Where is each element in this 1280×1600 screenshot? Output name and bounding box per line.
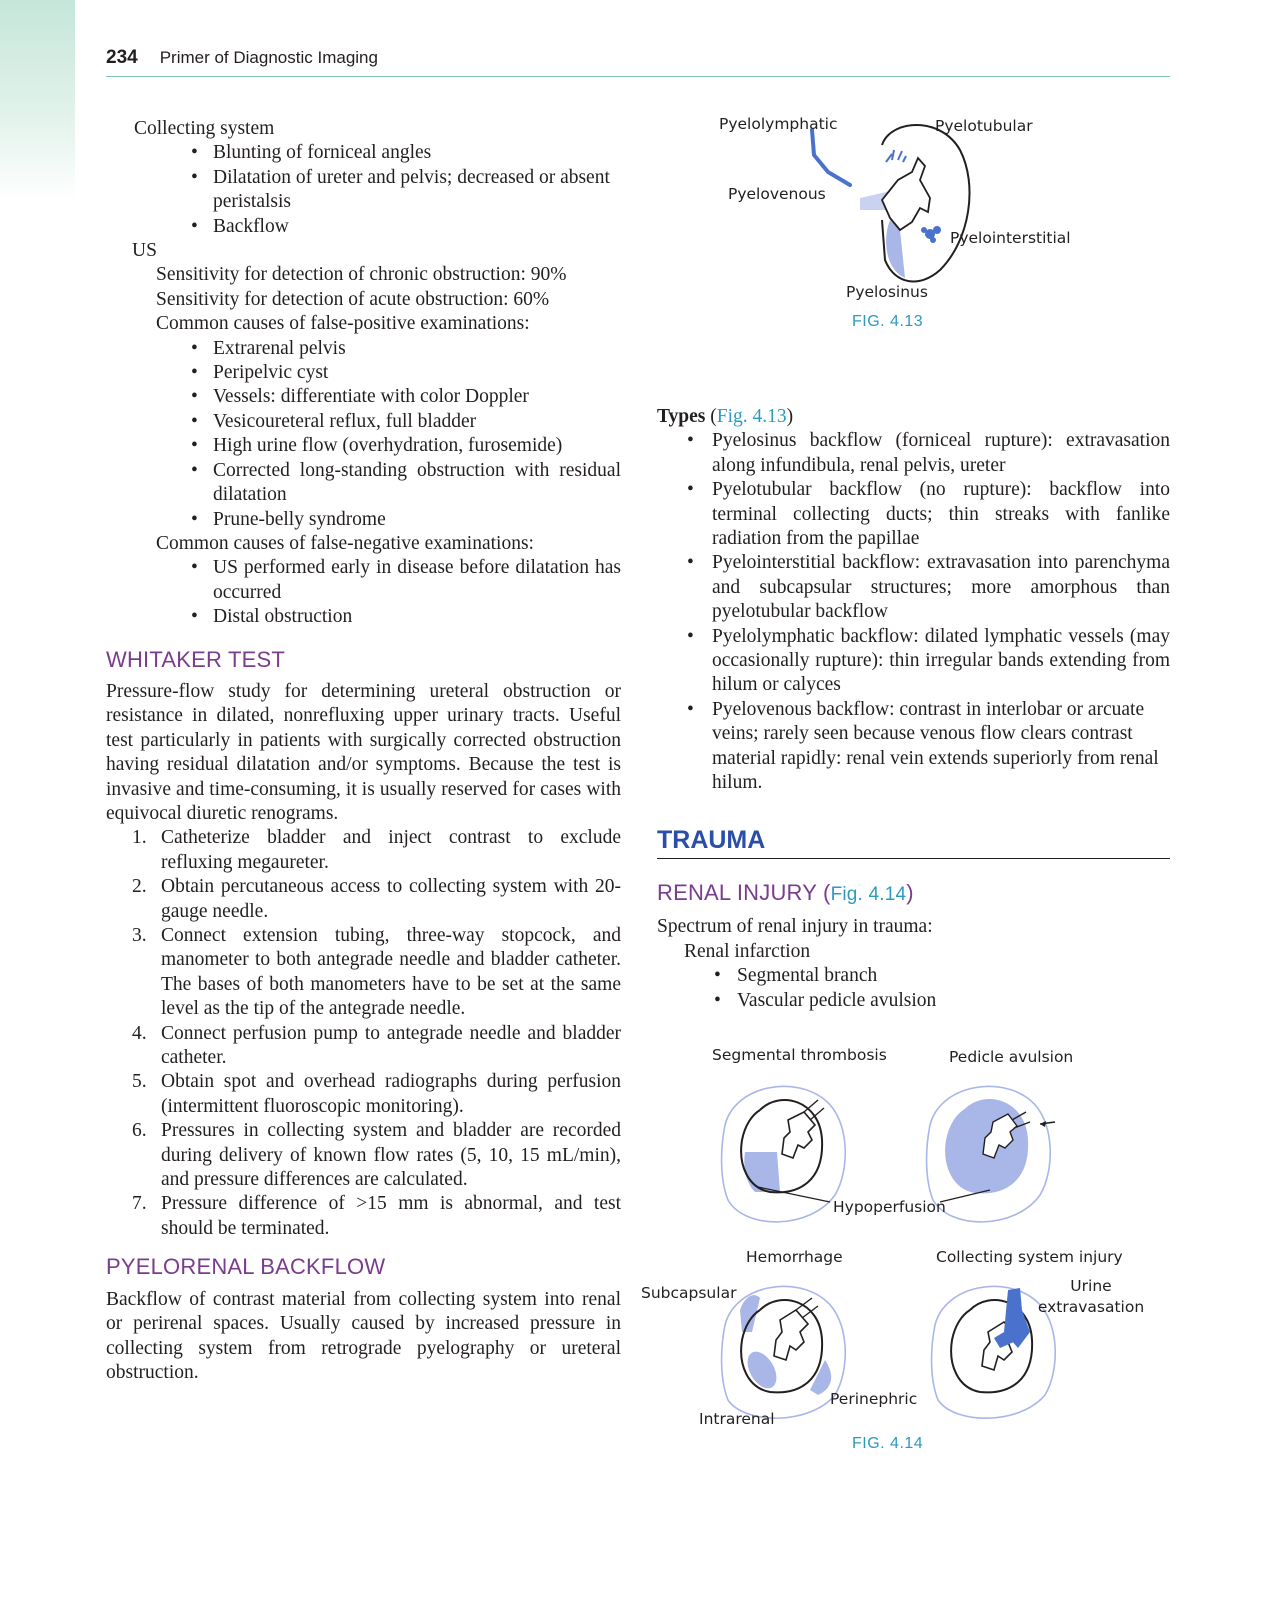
- us-heading: US: [132, 240, 157, 262]
- list-item: • Pyelovenous backflow: contrast in interlobar or arcuate veins; rarely seen because venous flow clears contrast material rapidly: renal vein extends superiorly from renal hilum.: [657, 698, 1170, 796]
- label-pyelointerstitial: Pyelointerstitial: [950, 229, 1071, 247]
- list-item: • Peripelvic cyst: [106, 361, 621, 385]
- fig-4-13-kidney-diagram: [820, 110, 1020, 300]
- fig-4-13-link[interactable]: Fig. 4.13: [716, 406, 787, 427]
- trauma-heading: TRAUMA: [657, 828, 1170, 859]
- renal-injury-intro: Spectrum of renal injury in trauma:: [657, 916, 933, 938]
- label-pyelolymphatic: Pyelolymphatic: [719, 115, 838, 133]
- list-item: 7. Pressure difference of >15 mm is abnormal, and test should be terminated.: [132, 1193, 621, 1239]
- list-item: • Vascular pedicle avulsion: [657, 989, 1170, 1013]
- list-item: • Distal obstruction: [106, 605, 621, 629]
- hypoperfusion-pointer-right: [940, 1190, 990, 1202]
- label-collecting-system-injury: Collecting system injury: [936, 1248, 1123, 1266]
- fig-4-13-caption: FIG. 4.13: [852, 313, 924, 330]
- false-negative-heading: Common causes of false-negative examinations:: [156, 532, 534, 554]
- list-item: • Extrarenal pelvis: [106, 337, 621, 361]
- false-positive-heading: Common causes of false-positive examinations:: [156, 313, 530, 335]
- pyelotubular-streaks: [886, 150, 906, 162]
- page-number: 234: [106, 47, 138, 68]
- list-item: 3. Connect extension tubing, three-way stopcock, and manometer to both antegrade needle and bladder catheter. The bases of both manometers have to be set at the same level as the tip of the antegrade needle.: [132, 925, 621, 1020]
- collecting-system-heading: Collecting system: [134, 118, 275, 139]
- fig-4-14-link[interactable]: Fig. 4.14: [830, 883, 907, 905]
- label-intrarenal: Intrarenal: [699, 1410, 775, 1428]
- list-item: • Pyelosinus backflow (forniceal rupture): extravasation along infundibula, renal pelvis, ureter: [657, 429, 1170, 478]
- false-positive-list: [106, 337, 621, 532]
- label-subcapsular: Subcapsular: [641, 1284, 737, 1302]
- list-item: • Vesicoureteral reflux, full bladder: [106, 410, 621, 434]
- list-item: • Prune-belly syndrome: [106, 508, 621, 532]
- label-perinephric: Perinephric: [830, 1390, 918, 1408]
- list-item: • Segmental branch: [657, 964, 1170, 988]
- list-item: • Pyelolymphatic backflow: dilated lymphatic vessels (may occasionally rupture): thin irregular bands extending from hilum or calyces: [657, 625, 1170, 698]
- whitaker-test-heading: WHITAKER TEST: [106, 646, 286, 672]
- false-negative-list: [106, 556, 621, 629]
- collecting-system-list: [106, 141, 621, 239]
- list-item: • High urine flow (overhydration, furosemide): [106, 434, 621, 458]
- us-sensitivity-acute: Sensitivity for detection of acute obstruction: 60%: [156, 288, 550, 310]
- header-rule: [106, 76, 1170, 77]
- list-item: 5. Obtain spot and overhead radiographs during perfusion (intermittent fluoroscopic monitoring).: [132, 1071, 621, 1117]
- left-column: [106, 117, 621, 1385]
- whitaker-intro: Pressure-flow study for determining ureteral obstruction or resistance in dilated, nonrefluxing upper urinary tracts. Useful test particularly in patients with surgically corrected obstruction having residual dilatation and/or symptoms. Because the test is invasive and time-consuming, it is usually reserved for cases with equivocal diuretic renograms.: [106, 680, 621, 824]
- list-item: • Backflow: [106, 215, 621, 239]
- fig-4-14-caption: FIG. 4.14: [852, 1435, 924, 1452]
- list-item: • Pyelointerstitial backflow: extravasation into parenchyma and subcapsular structures; more amorphous than pyelotubular backflow: [657, 551, 1170, 624]
- pyelointerstitial-blot: [921, 226, 941, 243]
- types-list: [657, 429, 1170, 795]
- label-pyelotubular: Pyelotubular: [935, 117, 1033, 135]
- list-item: • Vessels: differentiate with color Doppler: [106, 385, 621, 409]
- renal-infarction-heading: Renal infarction: [684, 940, 811, 962]
- chapter-tab: [0, 0, 75, 200]
- label-pedicle-avulsion: Pedicle avulsion: [949, 1048, 1074, 1066]
- running-header: [106, 47, 378, 69]
- label-pyelovenous: Pyelovenous: [728, 185, 826, 203]
- pyelorenal-backflow-heading: PYELORENAL BACKFLOW: [106, 1254, 386, 1280]
- list-item: 2. Obtain percutaneous access to collecting system with 20-gauge needle.: [132, 876, 621, 922]
- label-urine-extravasation: Urine extravasation: [1037, 1277, 1145, 1316]
- pyelolymphatic-vessel: [812, 130, 850, 185]
- list-item: 1. Catheterize bladder and inject contrast to exclude refluxing megaureter.: [132, 827, 621, 873]
- list-item: 6. Pressures in collecting system and bladder are recorded during delivery of known flow rates (5, 10, 15 mL/min), and pressure differences are calculated.: [132, 1120, 621, 1191]
- list-item: 4. Connect perfusion pump to antegrade needle and bladder catheter.: [132, 1022, 621, 1069]
- list-item: • Corrected long-standing obstruction with residual dilatation: [106, 459, 621, 508]
- label-hemorrhage: Hemorrhage: [746, 1248, 843, 1266]
- list-item: • Pyelotubular backflow (no rupture): backflow into terminal collecting ducts; thin streaks with fanlike radiation from the papillae: [657, 478, 1170, 551]
- list-item: • Blunting of forniceal angles: [106, 141, 621, 165]
- running-title: Primer of Diagnostic Imaging: [159, 48, 378, 67]
- label-hypoperfusion: Hypoperfusion: [833, 1198, 946, 1216]
- right-column: [657, 405, 1170, 1013]
- list-item: • Dilatation of ureter and pelvis; decreased or absent peristalsis: [106, 166, 621, 215]
- pyelorenal-text: Backflow of contrast material from collecting system into renal or perirenal spaces. Usually caused by increased pressure in collecting system from retrograde pyelography or ureteral obstruction.: [106, 1288, 621, 1383]
- whitaker-steps: [106, 826, 621, 1241]
- collecting-system: [882, 158, 930, 230]
- us-sensitivity-chronic: Sensitivity for detection of chronic obstruction: 90%: [156, 264, 567, 286]
- list-item: • US performed early in disease before dilatation has occurred: [106, 556, 621, 605]
- kidney-hemorrhage: [722, 1286, 846, 1418]
- types-heading: Types (Fig. 4.13): [657, 406, 794, 427]
- renal-infarction-list: [657, 964, 1170, 1013]
- label-pyelosinus: Pyelosinus: [846, 283, 928, 301]
- label-segmental-thrombosis: Segmental thrombosis: [712, 1046, 887, 1064]
- renal-injury-heading: RENAL INJURY (Fig. 4.14): [657, 879, 914, 905]
